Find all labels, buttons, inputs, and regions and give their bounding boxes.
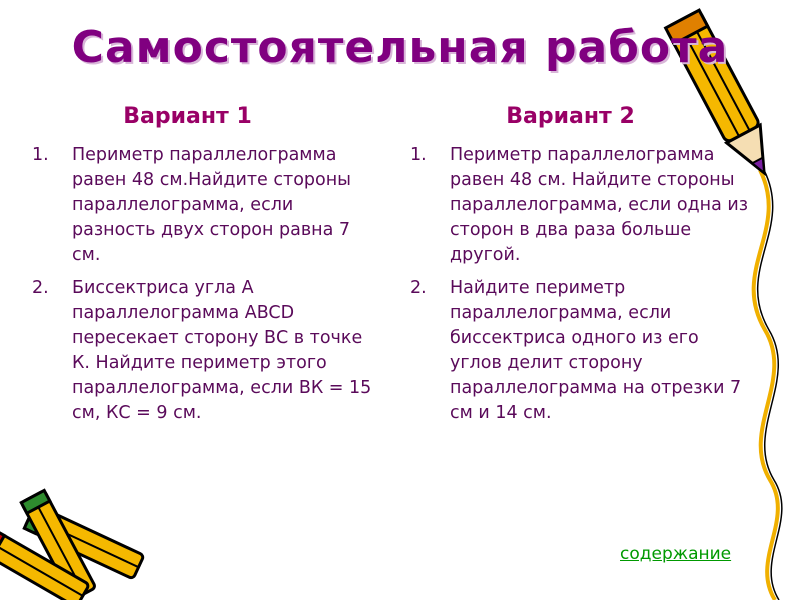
task-text: Периметр параллелограмма равен 48 см.Найдите стороны параллелограмма, если разность двух сторон равна 7 см. [72,145,351,265]
task-item [30,276,375,426]
variant-2-column [408,104,753,434]
variant-1-tasks [30,143,375,426]
task-number: 1. [410,145,427,165]
task-number: 2. [32,278,49,298]
variant-2-title: Вариант 2 [506,104,635,129]
variant-2-tasks [408,143,753,426]
contents-link[interactable]: содержание [620,544,732,564]
slide-title: Самостоятельная работа [71,22,729,73]
task-text: Периметр параллелограмма равен 48 см. Найдите стороны параллелограмма, если одна из сторон в два раза больше другой. [450,145,749,265]
task-number: 2. [410,278,427,298]
pencils-icon [0,480,170,600]
variant-1-column [30,104,375,434]
task-item [408,276,753,426]
task-text: Биссектриса угла А параллелограмма ABCD пересекает сторону ВС в точке К. Найдите периметр этого параллелограмма, если ВК = 15 см, КС = 9 см. [72,278,372,423]
task-number: 1. [32,145,49,165]
task-text: Найдите периметр параллелограмма, если биссектриса одного из его углов делит сторону параллелограмма на отрезки 7 см и 14 см. [450,278,742,423]
task-item [408,143,753,268]
task-item [30,143,375,268]
variant-1-title: Вариант 1 [123,104,252,129]
